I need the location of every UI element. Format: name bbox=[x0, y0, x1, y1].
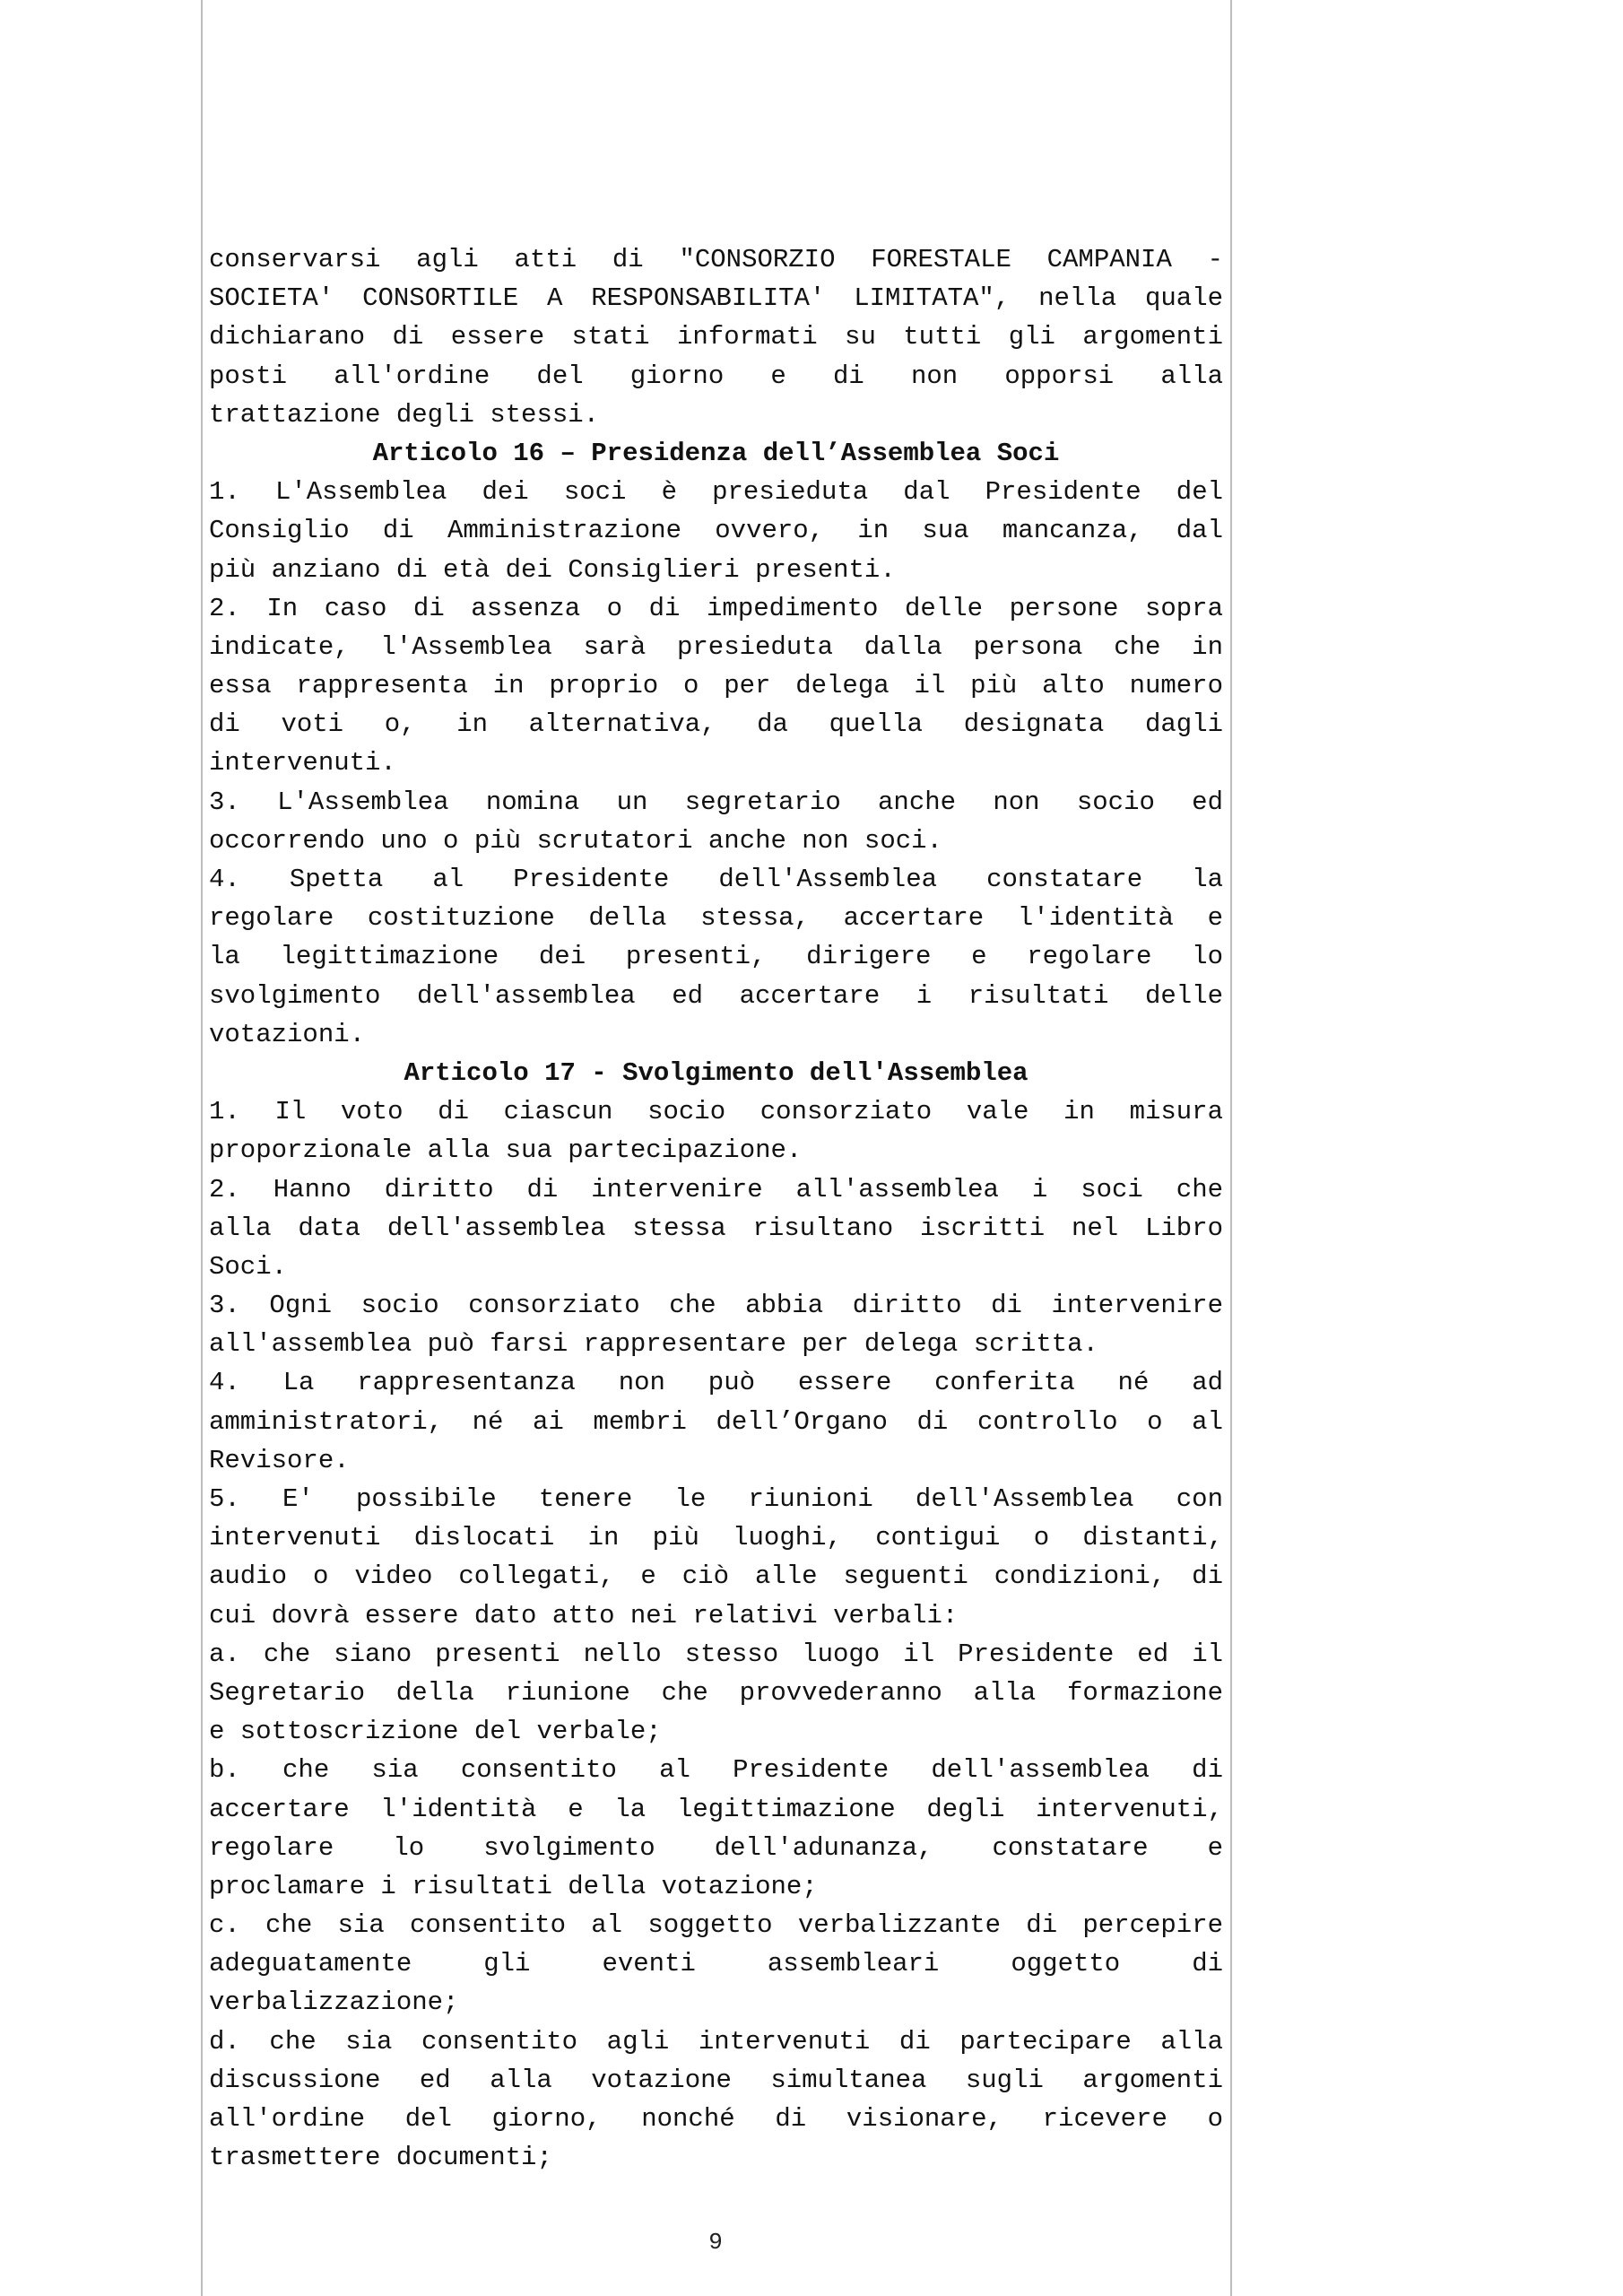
text-line: 4. La rappresentanza non può essere conferita né ad bbox=[209, 1368, 1223, 1398]
text-line: a. che siano presenti nello stesso luogo il Presidente ed il bbox=[209, 1639, 1223, 1669]
text-line: 5. E' possibile tenere le riunioni dell'Assemblea con bbox=[209, 1484, 1223, 1514]
text-line: intervenuti. bbox=[209, 748, 396, 778]
text-line: Soci. bbox=[209, 1251, 288, 1282]
article-heading: Articolo 16 – Presidenza dell’Assemblea Soci bbox=[372, 438, 1060, 468]
right-margin-rule bbox=[1230, 0, 1232, 2296]
text-line: essa rappresenta in proprio o per delega il più alto numero bbox=[209, 671, 1223, 701]
article-heading: Articolo 17 - Svolgimento dell'Assemblea bbox=[404, 1057, 1028, 1088]
text-line: conservarsi agli atti di "CONSORZIO FORESTALE CAMPANIA - bbox=[209, 245, 1223, 274]
text-line: dichiarano di essere stati informati su tutti gli argomenti bbox=[209, 322, 1223, 352]
text-line: regolare lo svolgimento dell'adunanza, constatare e bbox=[209, 1832, 1223, 1863]
text-line: verbalizzazione; bbox=[209, 1987, 459, 2018]
text-line: 1. L'Assemblea dei soci è presieduta dal Presidente del bbox=[209, 477, 1223, 508]
text-line: Revisore. bbox=[209, 1445, 350, 1475]
left-margin-rule bbox=[201, 0, 203, 2296]
text-line: indicate, l'Assemblea sarà presieduta dalla persona che in bbox=[209, 631, 1223, 662]
text-line: b. che sia consentito al Presidente dell'assemblea di bbox=[209, 1755, 1223, 1786]
text-line: svolgimento dell'assemblea ed accertare i risultati delle bbox=[209, 980, 1223, 1011]
page-number: 9 bbox=[708, 2229, 723, 2256]
text-line: adeguatamente gli eventi assembleari oggetto di bbox=[209, 1949, 1223, 1979]
text-line: cui dovrà essere dato atto nei relativi verbali: bbox=[209, 1600, 959, 1631]
text-line: e sottoscrizione del verbale; bbox=[209, 1717, 662, 1747]
text-line: alla data dell'assemblea stessa risultano iscritti nel Libro bbox=[209, 1213, 1223, 1243]
text-line: 2. In caso di assenza o di impedimento delle persone sopra bbox=[209, 593, 1223, 623]
text-line: 3. L'Assemblea nomina un segretario anche non socio ed bbox=[209, 787, 1223, 817]
text-line: Segretario della riunione che provvederanno alla formazione bbox=[209, 1677, 1223, 1708]
text-line: regolare costituzione della stessa, accertare l'identità e bbox=[209, 903, 1223, 934]
text-line: la legittimazione dei presenti, dirigere e regolare lo bbox=[209, 942, 1223, 972]
text-line: amministratori, né ai membri dell’Organo di controllo o al bbox=[209, 1406, 1223, 1437]
text-line: posti all'ordine del giorno e di non opporsi alla bbox=[209, 361, 1223, 391]
text-line: di voti o, in alternativa, da quella designata dagli bbox=[209, 709, 1223, 740]
text-line: 3. Ogni socio consorziato che abbia diritto di intervenire bbox=[209, 1291, 1223, 1321]
text-line: trasmettere documenti; bbox=[209, 2143, 552, 2173]
text-line: trattazione degli stessi. bbox=[209, 399, 600, 430]
text-line: c. che sia consentito al soggetto verbalizzante di percepire bbox=[209, 1910, 1223, 1941]
text-line: Consiglio di Amministrazione ovvero, in sua mancanza, dal bbox=[209, 516, 1223, 546]
text-line: all'ordine del giorno, nonché di visionare, ricevere o bbox=[209, 2104, 1223, 2134]
text-line: proclamare i risultati della votazione; bbox=[209, 1871, 818, 1901]
text-line: all'assemblea può farsi rappresentare per delega scritta. bbox=[209, 1329, 1098, 1360]
text-line: votazioni. bbox=[209, 1019, 366, 1049]
text-line: proporzionale alla sua partecipazione. bbox=[209, 1135, 803, 1166]
text-line: discussione ed alla votazione simultanea sugli argomenti bbox=[209, 2065, 1223, 2095]
text-line: 4. Spetta al Presidente dell'Assemblea constatare la bbox=[209, 865, 1223, 894]
text-line: audio o video collegati, e ciò alle seguenti condizioni, di bbox=[209, 1561, 1223, 1592]
text-line: 2. Hanno diritto di intervenire all'assemblea i soci che bbox=[209, 1174, 1223, 1205]
text-line: occorrendo uno o più scrutatori anche non soci. bbox=[209, 825, 942, 856]
text-line: d. che sia consentito agli intervenuti di partecipare alla bbox=[209, 2026, 1223, 2057]
text-line: intervenuti dislocati in più luoghi, contigui o distanti, bbox=[209, 1523, 1223, 1553]
text-line: accertare l'identità e la legittimazione degli intervenuti, bbox=[209, 1794, 1223, 1824]
document-body bbox=[209, 240, 1223, 2177]
text-line: SOCIETA' CONSORTILE A RESPONSABILITA' LIMITATA", nella quale bbox=[209, 283, 1223, 314]
text-line: più anziano di età dei Consiglieri presenti. bbox=[209, 554, 896, 585]
text-line: 1. Il voto di ciascun socio consorziato vale in misura bbox=[209, 1097, 1223, 1127]
